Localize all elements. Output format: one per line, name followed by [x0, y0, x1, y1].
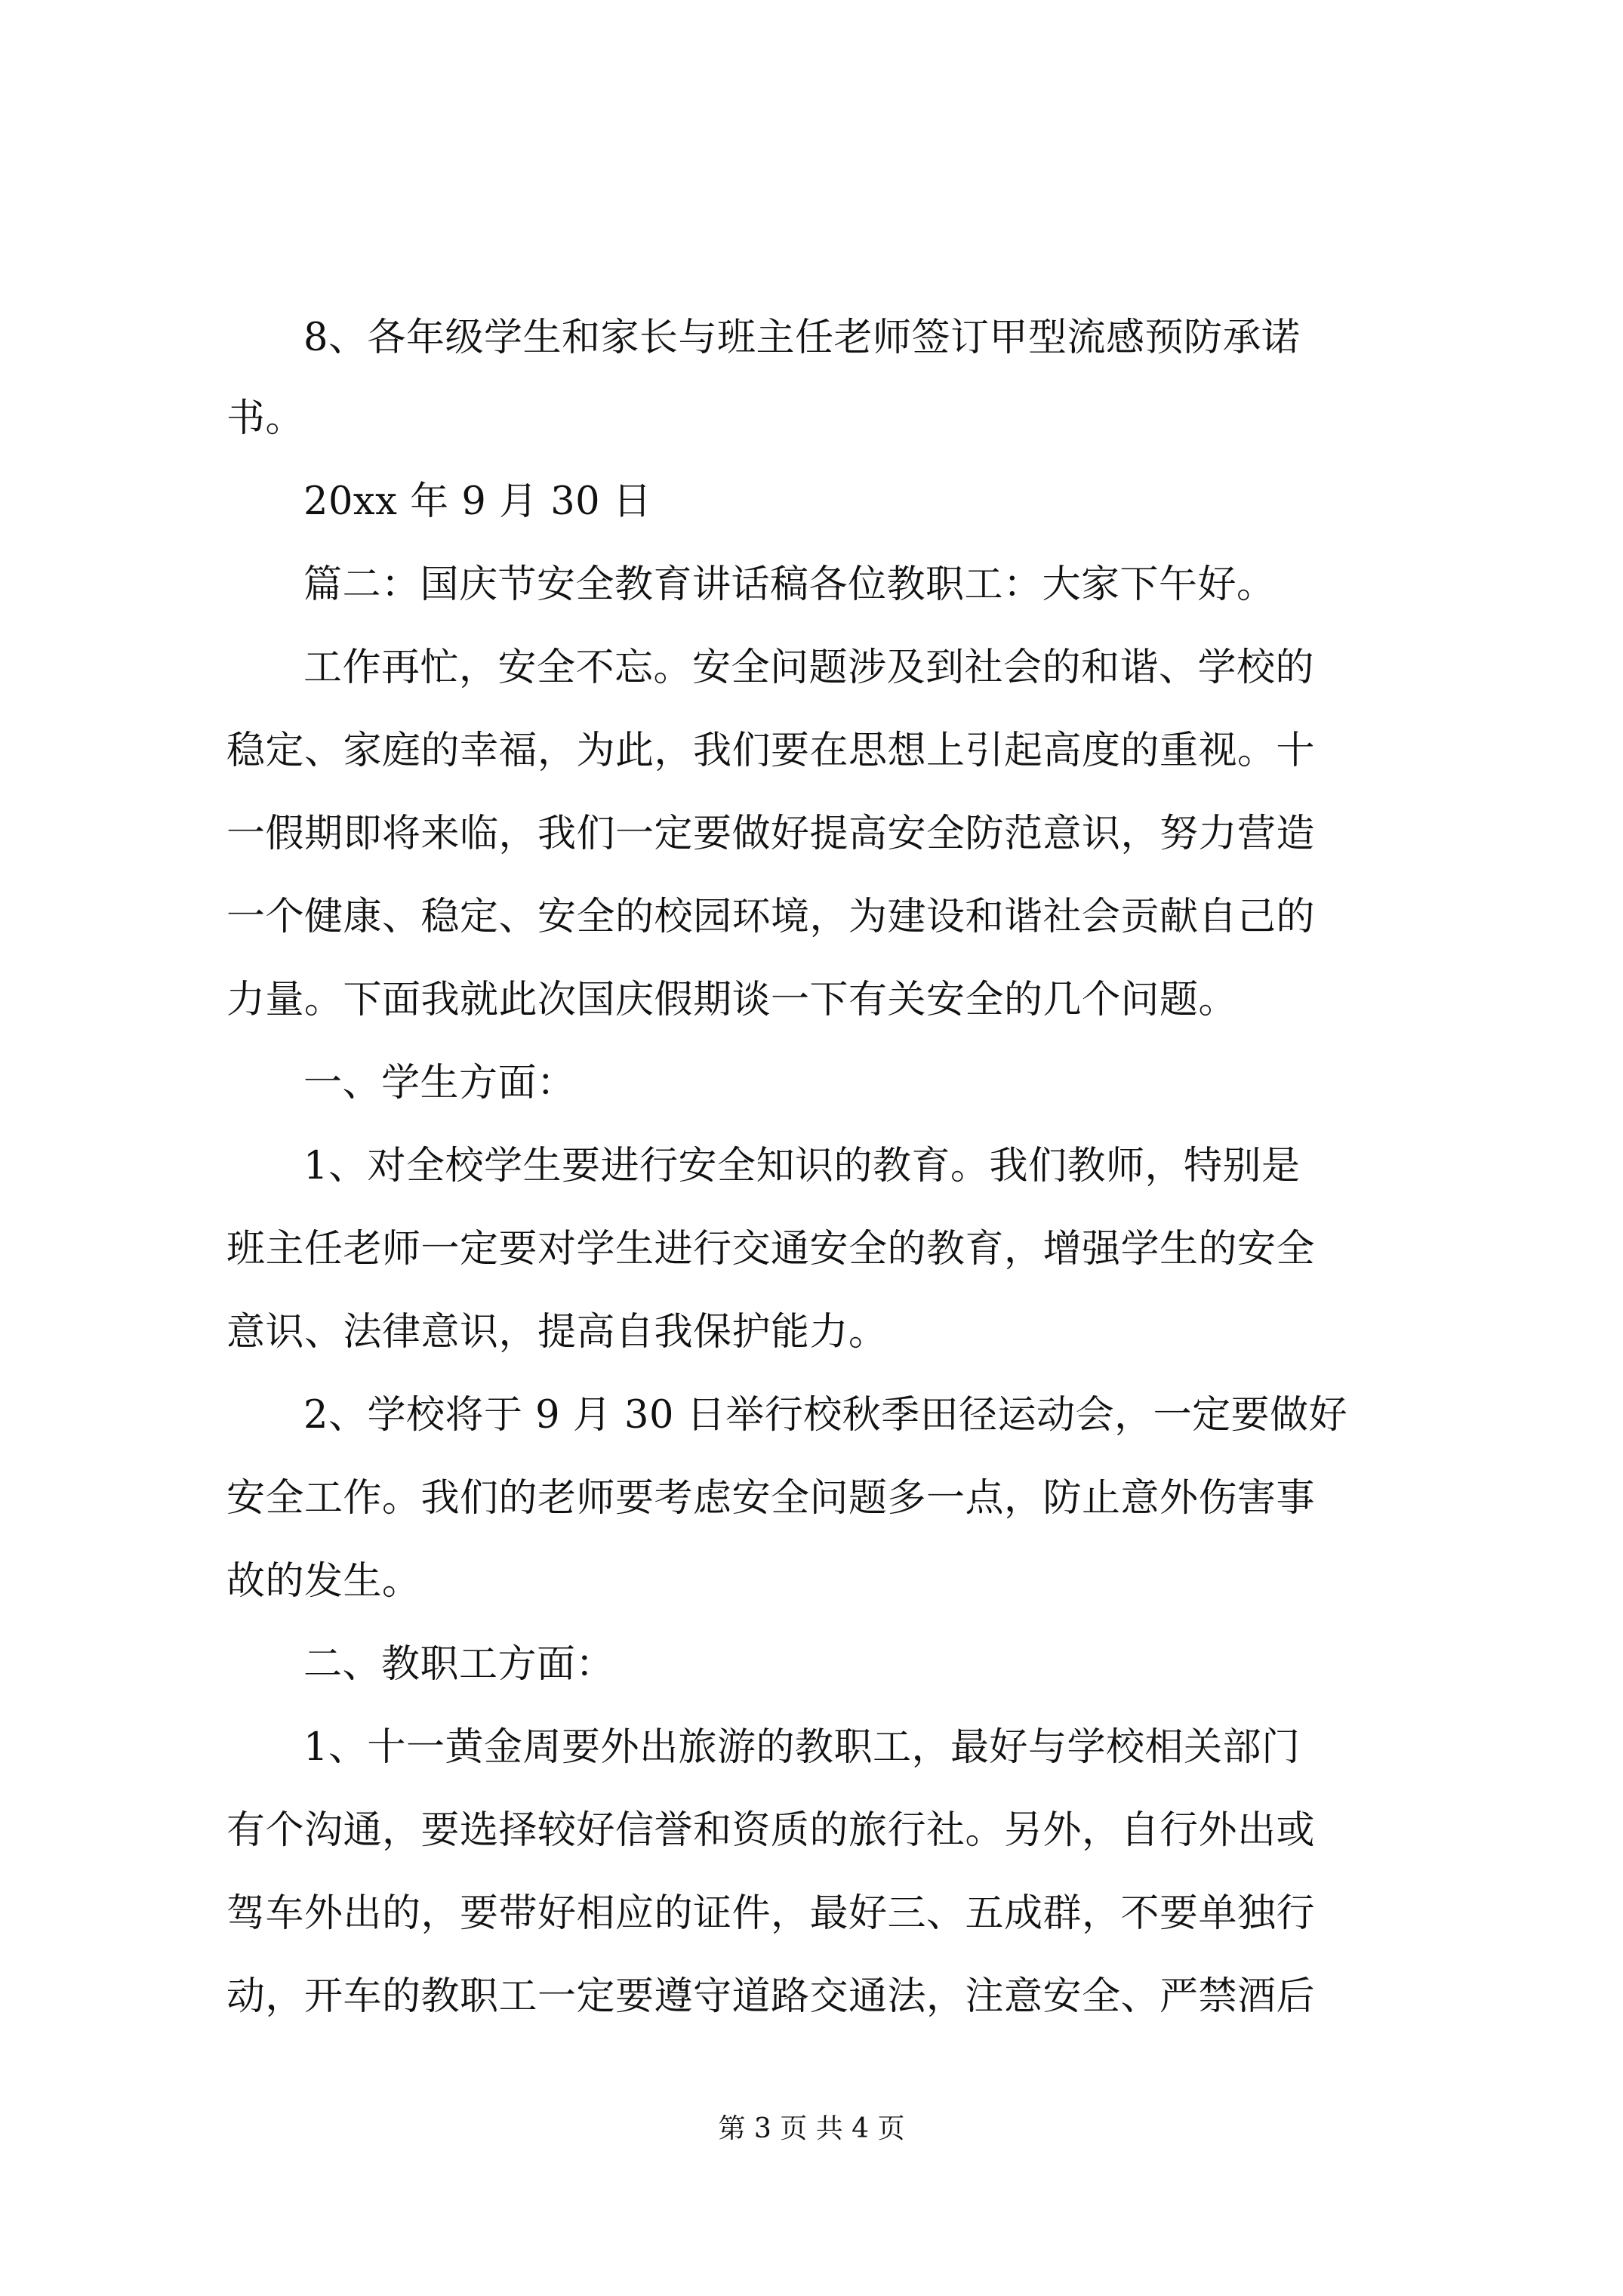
paragraph-line: 驾车外出的，要带好相应的证件，最好三、五成群，不要单独行: [226, 1891, 1316, 1936]
paragraph-line: 书。: [226, 396, 305, 441]
paragraph-line: 工作再忙，安全不忘。安全问题涉及到社会的和谐、学校的: [303, 646, 1315, 690]
paragraph-line: 8、各年级学生和家长与班主任老师签订甲型流感预防承诺: [303, 316, 1301, 360]
paragraph-line: 力量。下面我就此次国庆假期谈一下有关安全的几个问题。: [226, 978, 1238, 1022]
paragraph-line: 班主任老师一定要对学生进行交通安全的教育，增强学生的安全: [226, 1227, 1316, 1271]
paragraph-line: 故的发生。: [226, 1559, 421, 1604]
date-line: 20xx 年 9 月 30 日: [303, 479, 652, 524]
paragraph-line: 意识、法律意识，提高自我保护能力。: [226, 1310, 888, 1354]
paragraph-line: 一假期即将来临，我们一定要做好提高安全防范意识，努力营造: [226, 812, 1316, 856]
paragraph-line: 稳定、家庭的幸福，为此，我们要在思想上引起高度的重视。十: [226, 729, 1316, 773]
paragraph-line: 1、对全校学生要进行安全知识的教育。我们教师，特别是: [303, 1144, 1301, 1188]
paragraph-line: 1、十一黄金周要外出旅游的教职工，最好与学校相关部门: [303, 1725, 1301, 1770]
paragraph-line: 2、学校将于 9 月 30 日举行校秋季田径运动会，一定要做好: [303, 1393, 1348, 1438]
section-title-line: 篇二：国庆节安全教育讲话稿各位教职工：大家下午好。: [303, 562, 1276, 607]
section-heading: 一、学生方面：: [303, 1061, 576, 1105]
paragraph-line: 一个健康、稳定、安全的校园环境，为建设和谐社会贡献自己的: [226, 895, 1316, 939]
paragraph-line: 安全工作。我们的老师要考虑安全问题多一点，防止意外伤害事: [226, 1476, 1316, 1521]
paragraph-line: 有个沟通，要选择较好信誉和资质的旅行社。另外，自行外出或: [226, 1808, 1316, 1853]
section-heading: 二、教职工方面：: [303, 1642, 615, 1687]
page-number-footer: 第 3 页 共 4 页: [718, 2113, 905, 2144]
paragraph-line: 动，开车的教职工一定要遵守道路交通法，注意安全、严禁酒后: [226, 1974, 1316, 2019]
